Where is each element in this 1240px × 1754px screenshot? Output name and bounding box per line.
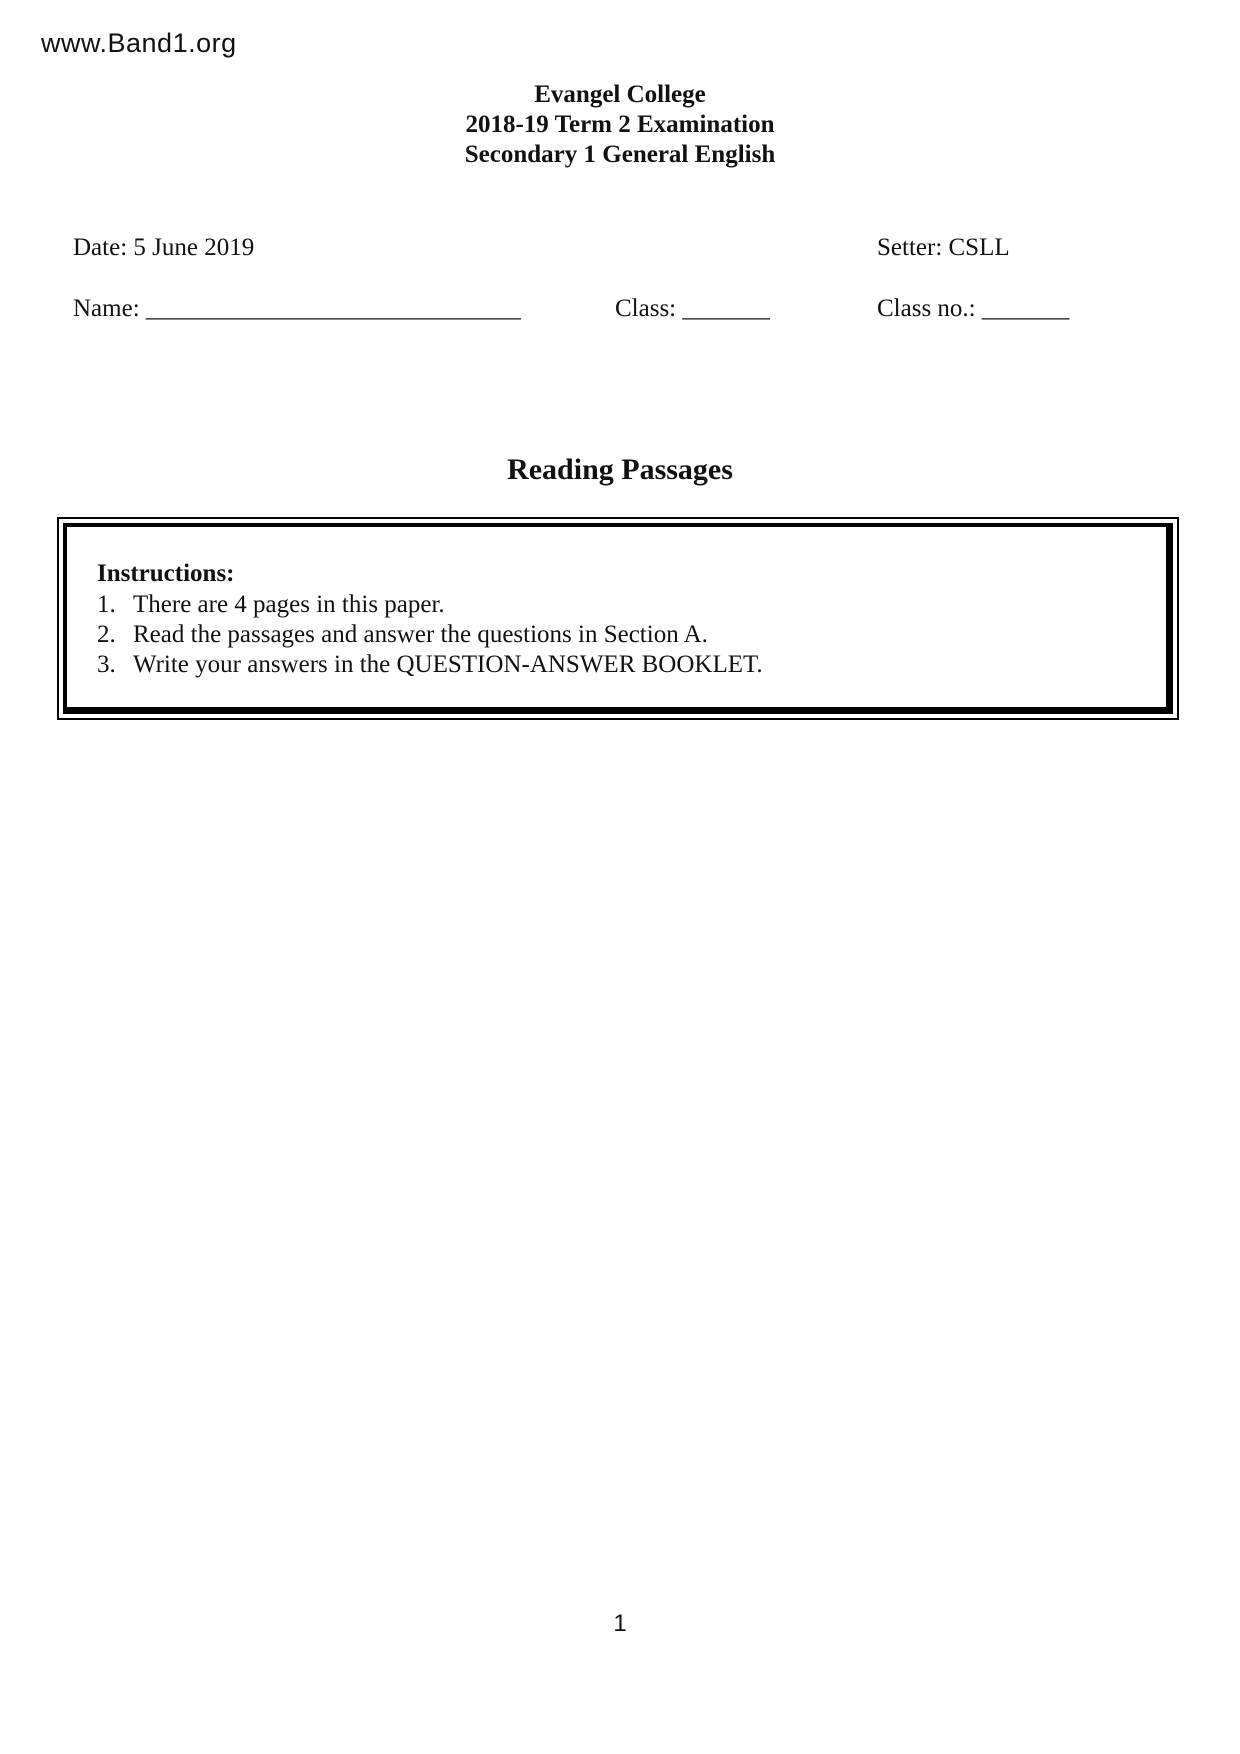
instruction-text: Write your answers in the QUESTION-ANSWER BOOKLET. bbox=[133, 651, 763, 678]
instructions-title: Instructions: bbox=[97, 560, 235, 587]
school-name: Evangel College bbox=[534, 81, 706, 108]
instructions-list bbox=[97, 590, 763, 680]
class-field: Class: _______ bbox=[615, 295, 770, 322]
subject-title: Secondary 1 General English bbox=[464, 141, 776, 168]
instruction-number: 1. bbox=[97, 591, 116, 618]
instruction-item bbox=[97, 590, 763, 620]
instruction-text: There are 4 pages in this paper. bbox=[133, 591, 445, 618]
instruction-item bbox=[97, 650, 763, 680]
exam-title: 2018-19 Term 2 Examination bbox=[465, 111, 775, 138]
name-field: Name: ______________________________ bbox=[73, 295, 521, 322]
exam-header bbox=[0, 80, 1240, 170]
instruction-number: 2. bbox=[97, 621, 116, 648]
instruction-number: 3. bbox=[97, 651, 116, 678]
watermark-url: www.Band1.org bbox=[41, 28, 237, 58]
section-title: Reading Passages bbox=[507, 453, 733, 486]
date-label: Date: 5 June 2019 bbox=[73, 234, 255, 261]
instruction-item bbox=[97, 620, 763, 650]
page-number: 1 bbox=[613, 1610, 627, 1637]
setter-label: Setter: CSLL bbox=[877, 234, 1010, 261]
instruction-text: Read the passages and answer the questions in Section A. bbox=[133, 621, 708, 648]
class-no-field: Class no.: _______ bbox=[877, 295, 1070, 322]
